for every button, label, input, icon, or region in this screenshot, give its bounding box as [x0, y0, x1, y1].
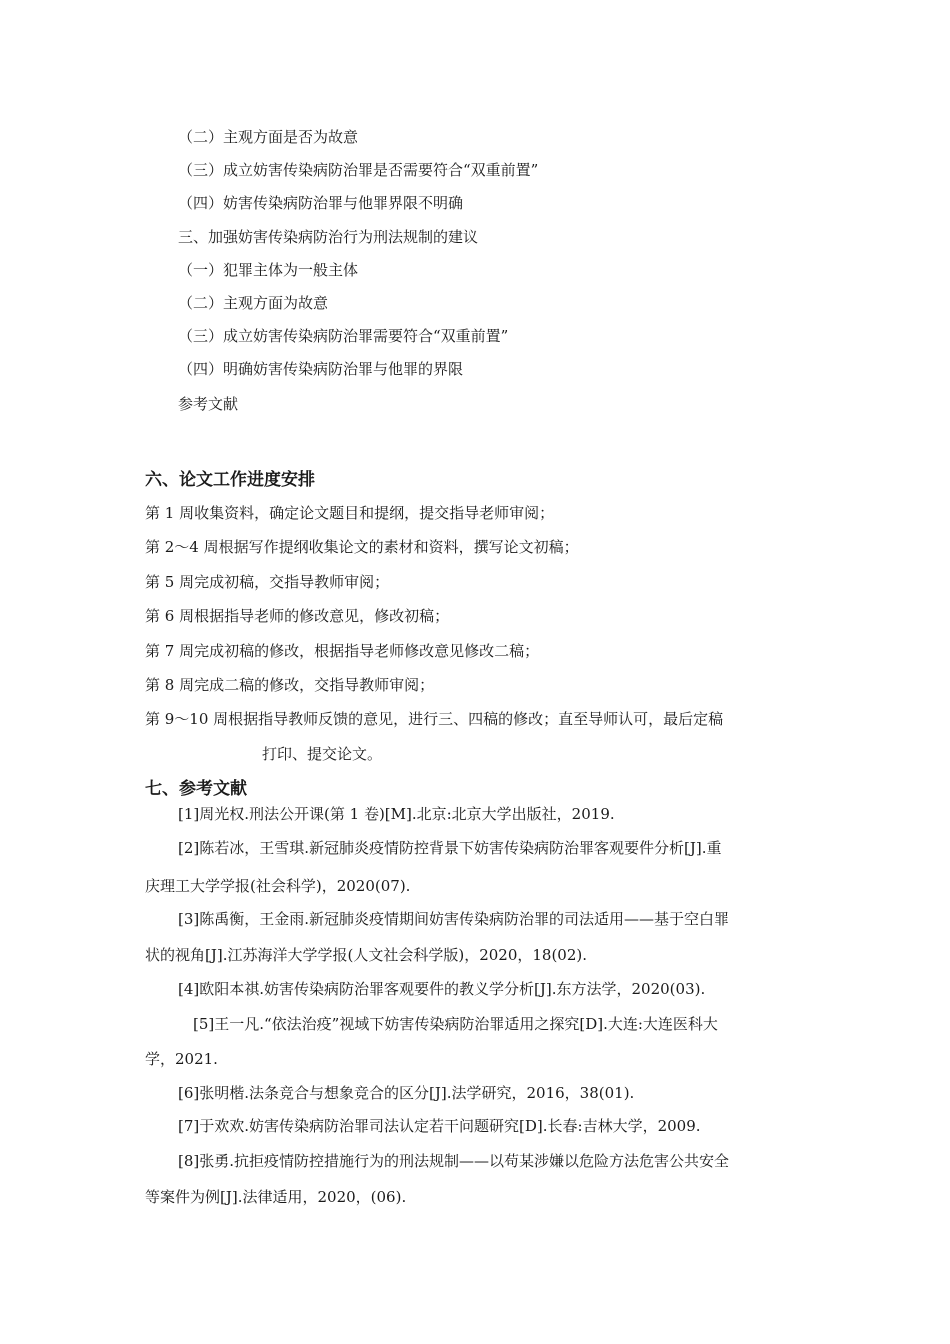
outline-item: 三、加强妨害传染病防治行为刑法规制的建议: [178, 228, 479, 246]
reference-line: 状的视角[J].江苏海洋大学学报(人文社会科学版)，2020，18(02).: [145, 946, 588, 964]
schedule-item: 第 1 周收集资料，确定论文题目和提纲，提交指导老师审阅；: [145, 504, 555, 522]
reference-line: [8]张勇.抗拒疫情防控措施行为的刑法规制——以苟某涉嫌以危险方法危害公共安全: [178, 1152, 730, 1170]
schedule-item: 第 7 周完成初稿的修改，根据指导老师修改意见修改二稿；: [145, 642, 540, 660]
reference-line: [3]陈禹衡，王金雨.新冠肺炎疫情期间妨害传染病防治罪的司法适用——基于空白罪: [178, 910, 730, 928]
reference-line: [4]欧阳本祺.妨害传染病防治罪客观要件的教义学分析[J].东方法学，2020(03).: [178, 980, 706, 998]
reference-line: [2]陈若冰，王雪琪.新冠肺炎疫情防控背景下妨害传染病防治罪客观要件分析[J].重: [178, 839, 722, 857]
outline-item: （四）明确妨害传染病防治罪与他罪的界限: [178, 360, 464, 378]
outline-item: （三）成立妨害传染病防治罪是否需要符合“双重前置”: [178, 161, 539, 179]
schedule-item: 第 5 周完成初稿，交指导教师审阅；: [145, 573, 390, 591]
schedule-item: 第 2～4 周根据写作提纲收集论文的素材和资料，撰写论文初稿；: [145, 538, 579, 556]
outline-item: （三）成立妨害传染病防治罪需要符合“双重前置”: [178, 327, 509, 345]
outline-item: （二）主观方面是否为故意: [178, 128, 359, 146]
schedule-item: 第 9～10 周根据指导教师反馈的意见，进行三、四稿的修改；直至导师认可，最后定稿: [145, 710, 724, 728]
outline-item: （一）犯罪主体为一般主体: [178, 261, 359, 279]
reference-line: 等案件为例[J].法律适用，2020，(06).: [145, 1188, 407, 1206]
section-heading-schedule: 六、论文工作进度安排: [145, 470, 315, 490]
schedule-item: 第 6 周根据指导老师的修改意见，修改初稿；: [145, 607, 450, 625]
reference-line: 学，2021.: [145, 1050, 218, 1068]
reference-line: 庆理工大学学报(社会科学)，2020(07).: [145, 877, 411, 895]
schedule-item: 第 8 周完成二稿的修改，交指导教师审阅；: [145, 676, 435, 694]
outline-item: （二）主观方面为故意: [178, 294, 329, 312]
outline-item: （四）妨害传染病防治罪与他罪界限不明确: [178, 194, 464, 212]
schedule-item-continuation: 打印、提交论文。: [262, 745, 383, 763]
reference-line: [7]于欢欢.妨害传染病防治罪司法认定若干问题研究[D].长春:吉林大学，2009.: [178, 1117, 701, 1135]
reference-line: [1]周光权.刑法公开课(第 1 卷)[M].北京:北京大学出版社，2019.: [178, 805, 615, 823]
reference-line: [5]王一凡.“依法治疫”视域下妨害传染病防治罪适用之探究[D].大连:大连医科大: [193, 1015, 718, 1033]
outline-item: 参考文献: [178, 395, 239, 413]
reference-line: [6]张明楷.法条竞合与想象竞合的区分[J].法学研究，2016，38(01).: [178, 1084, 635, 1102]
section-heading-references: 七、参考文献: [145, 779, 247, 799]
